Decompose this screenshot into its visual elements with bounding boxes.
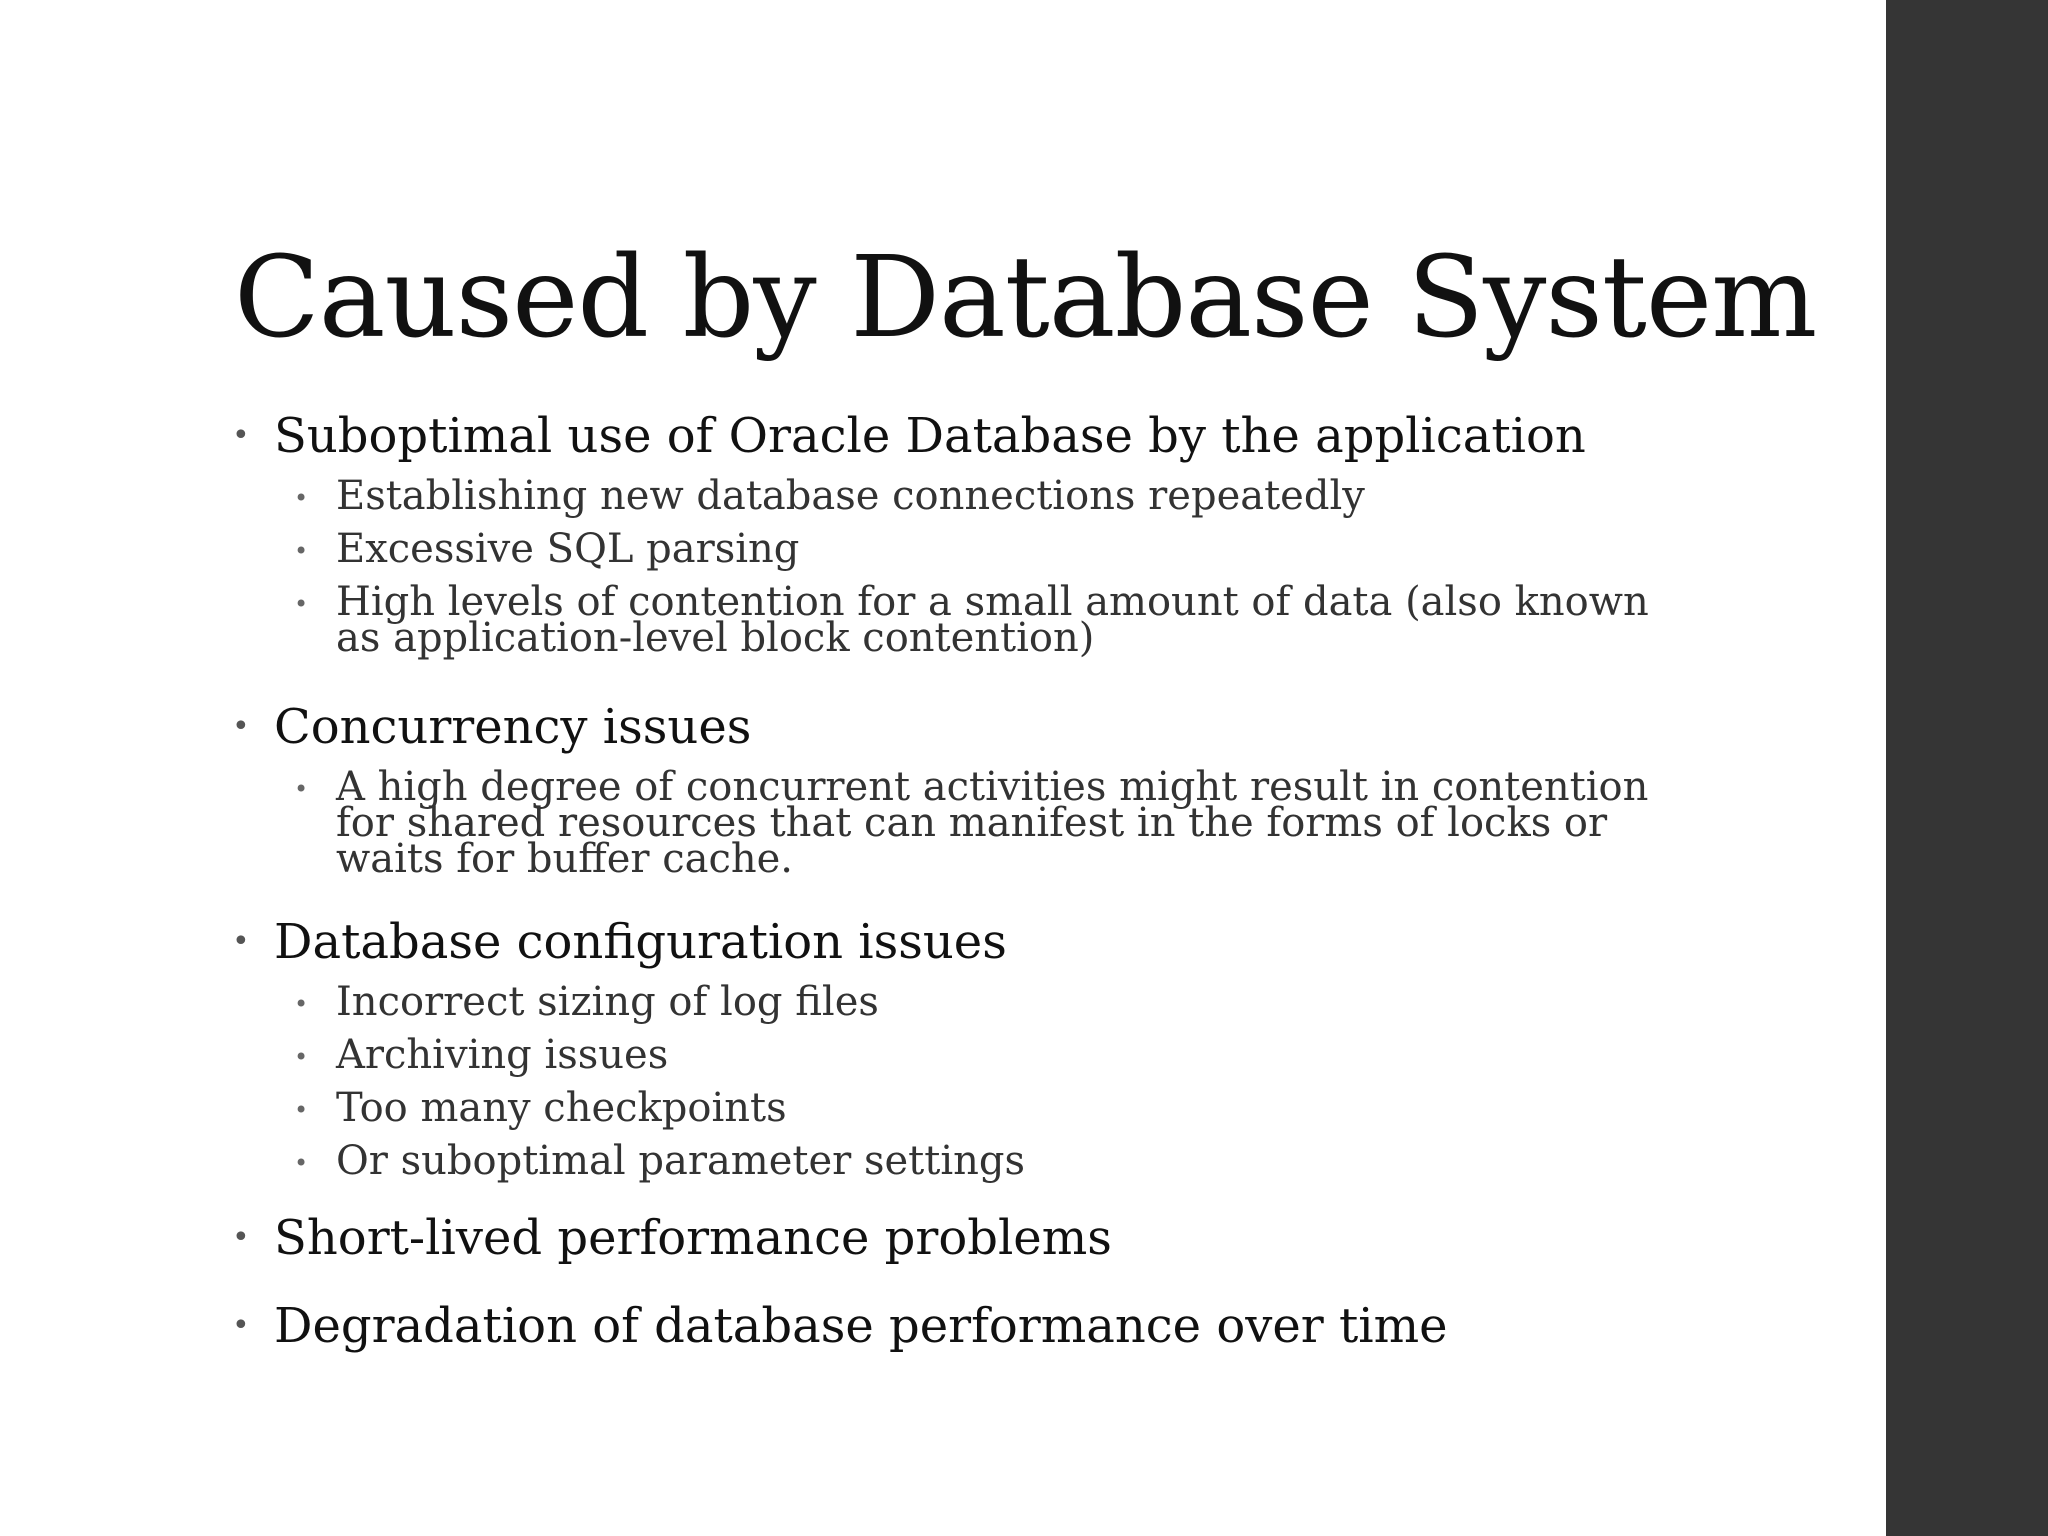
sub-bullet-item — [232, 470, 1652, 523]
bullet-dot-icon: • — [294, 484, 309, 512]
bullet-dot-icon: • — [294, 775, 309, 803]
sub-bullet-list — [232, 470, 1652, 665]
sub-bullet-text: Establishing new database connections repeatedly — [336, 473, 1365, 519]
sub-bullet-item — [232, 523, 1652, 576]
bullet-text: Database configuration issues — [274, 914, 1007, 970]
bullet-item — [232, 1206, 1652, 1270]
slide-title: Caused by Database System — [234, 233, 1817, 363]
bullet-item — [232, 695, 1652, 759]
bullet-dot-icon: • — [294, 537, 309, 565]
bullet-text: Suboptimal use of Oracle Database by the application — [274, 408, 1586, 464]
bullet-text: Degradation of database performance over time — [274, 1298, 1448, 1354]
bullet-dot-icon: • — [294, 590, 309, 618]
bullet-item — [232, 910, 1652, 974]
bullet-dot-icon: • — [232, 1220, 250, 1255]
bullet-dot-icon: • — [232, 709, 250, 744]
sub-bullet-item — [232, 761, 1652, 886]
sub-bullet-text: Incorrect sizing of log files — [336, 979, 879, 1025]
bullet-item — [232, 404, 1652, 468]
sub-bullet-text: Archiving issues — [336, 1032, 669, 1078]
sub-bullet-item — [232, 576, 1652, 665]
sub-bullet-item — [232, 976, 1652, 1029]
sub-bullet-text: Too many checkpoints — [336, 1085, 787, 1131]
sub-bullet-item — [232, 1082, 1652, 1135]
sub-bullet-text: Excessive SQL parsing — [336, 526, 800, 572]
bullet-dot-icon: • — [294, 1043, 309, 1071]
bullet-dot-icon: • — [232, 924, 250, 959]
sub-bullet-list — [232, 976, 1652, 1188]
sub-bullet-list — [232, 761, 1652, 886]
bullet-dot-icon: • — [232, 1308, 250, 1343]
sidebar-accent-bar — [1886, 0, 2048, 1536]
sub-bullet-item — [232, 1135, 1652, 1188]
bullet-list — [232, 404, 1652, 1358]
sub-bullet-text: A high degree of concurrent activities might result in contention for shared resources that can manifest in the forms of locks or waits for buffer cache. — [336, 764, 1649, 882]
sub-bullet-text: High levels of contention for a small amount of data (also known as application-level block contention) — [336, 579, 1649, 661]
bullet-item — [232, 1294, 1652, 1358]
bullet-dot-icon: • — [294, 1149, 309, 1177]
bullet-dot-icon: • — [294, 1096, 309, 1124]
bullet-dot-icon: • — [232, 418, 250, 453]
bullet-text: Concurrency issues — [274, 699, 752, 755]
sub-bullet-item — [232, 1029, 1652, 1082]
sub-bullet-text: Or suboptimal parameter settings — [336, 1138, 1026, 1184]
bullet-dot-icon: • — [294, 990, 309, 1018]
bullet-text: Short-lived performance problems — [274, 1210, 1112, 1266]
